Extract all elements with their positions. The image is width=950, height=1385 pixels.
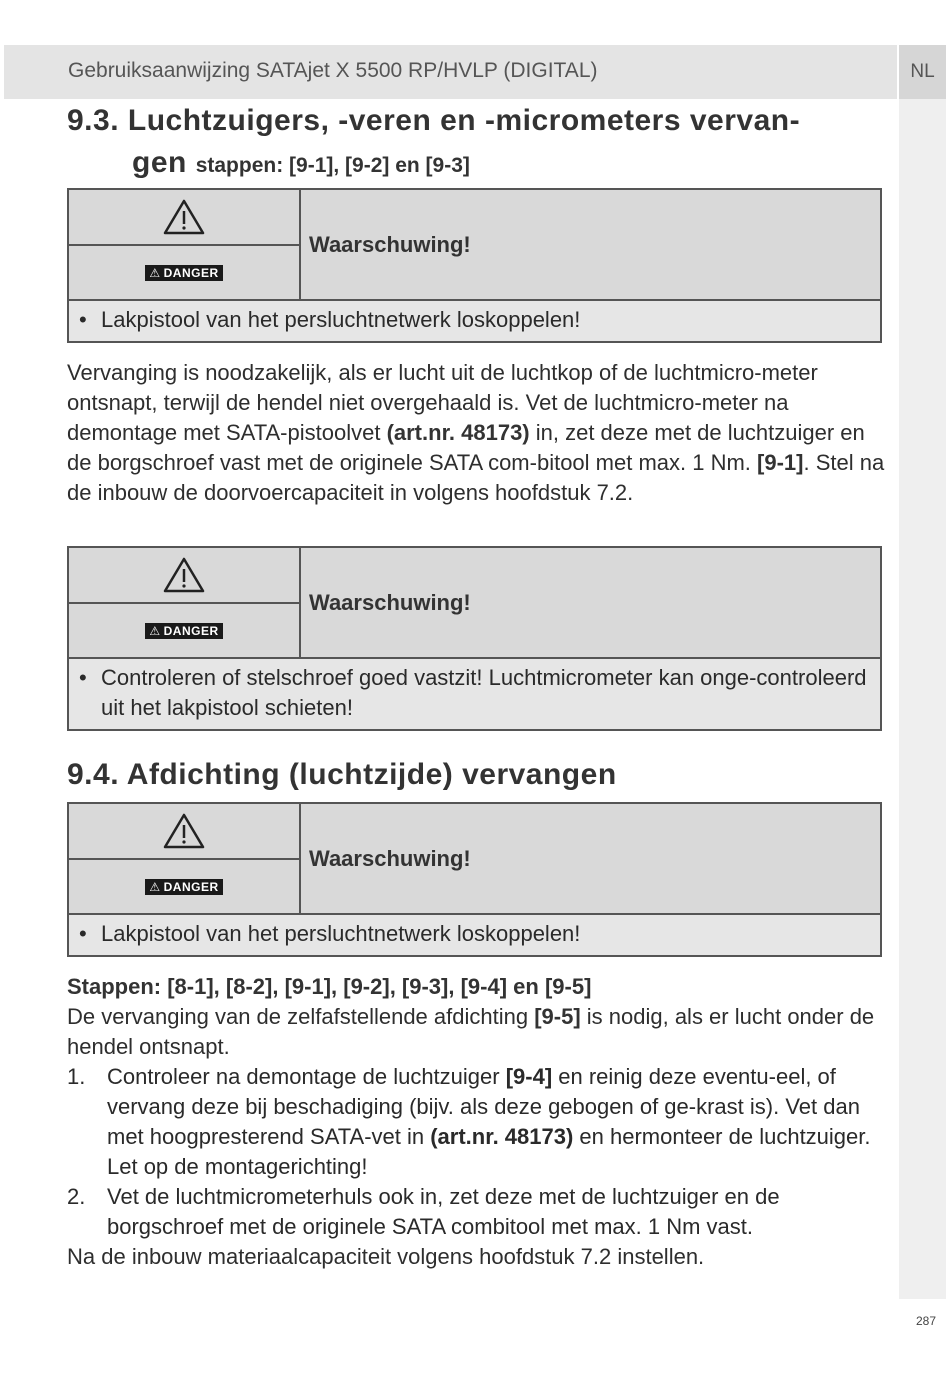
header-title: Gebruiksaanwijzing SATAjet X 5500 RP/HVLP (DIGITAL): [68, 59, 598, 82]
danger-small-icon: ⚠: [149, 265, 161, 280]
danger-small-icon: ⚠: [149, 623, 161, 638]
language-tab: NL: [899, 45, 946, 99]
warning-triangle-icon: [69, 190, 299, 246]
danger-badge: ⚠ DANGER: [145, 265, 222, 281]
warning-title: Waarschuwing!: [309, 589, 471, 615]
final-paragraph: Na de inbouw materiaalcapaciteit volgens hoofdstuk 7.2 instellen.: [67, 1244, 705, 1269]
section-93-steps: stappen: [9-1], [9-2] en [9-3]: [195, 154, 470, 177]
section-94-heading: [67, 758, 617, 792]
list-item: 1. Controleer na demontage de luchtzuiger [9-4] en reinig deze eventu-eel, of vervang deze bij beschadiging (bijv. als deze gebogen of ge-krast is). Vet dan met hoogpresterend SATA-vet in (art.nr. 48173) en hermonteer de luchtzuiger. Let op de montagerichting!: [67, 1064, 871, 1179]
section-94-number: 9.4.: [67, 758, 120, 791]
list-item: 2. Vet de luchtmicrometerhuls ook in, zet deze met de luchtzuiger en de borgschroef met de originele SATA combitool met max. 1 Nm vast.: [67, 1184, 780, 1239]
warning-box-1: ⚠ DANGER Waarschuwing! • Lakpistool van het persluchtnetwerk loskoppelen!: [67, 188, 882, 343]
section-94-steps: Stappen: [8-1], [8-2], [9-1], [9-2], [9-3], [9-4] en [9-5]: [67, 974, 592, 999]
page-number: 287: [916, 1314, 937, 1328]
warning-triangle-icon: [69, 548, 299, 604]
danger-small-icon: ⚠: [149, 879, 161, 894]
warning-title: Waarschuwing!: [309, 845, 471, 871]
page-header: [4, 45, 897, 99]
side-strip: [899, 99, 946, 1299]
section-93-title-line2: gen: [132, 146, 187, 179]
section-94-title: Afdichting (luchtzijde) vervangen: [126, 758, 617, 791]
danger-badge: ⚠ DANGER: [145, 623, 222, 639]
section-93-heading: [67, 104, 800, 138]
section-93-heading-line2: [132, 146, 470, 180]
warning-triangle-icon: [69, 804, 299, 860]
section-94-paragraph: De vervanging van de zelfafstellende afdichting [9-5] is nodig, als er lucht onder de hendel ontsnapt.: [67, 1004, 875, 1059]
section-93-number: 9.3.: [67, 104, 120, 137]
section-93-title-line1: Luchtzuigers, -veren en -micrometers vervan-: [127, 104, 801, 137]
warning-text: Lakpistool van het persluchtnetwerk loskoppelen!: [101, 307, 581, 332]
warning-text: Controleren of stelschroef goed vastzit! Luchtmicrometer kan onge-controleerd uit het lakpistool schieten!: [101, 665, 867, 720]
warning-box-2: ⚠ DANGER Waarschuwing! • Controleren of stelschroef goed vastzit! Luchtmicrometer kan onge-controleerd uit het lakpistool schieten!: [67, 546, 882, 731]
section-93-paragraph: Vervanging is noodzakelijk, als er lucht uit de luchtkop of de luchtmicro-meter ontsnapt, terwijl de hendel niet overgehaald is. Vet de luchtmicro-meter na demontage met SATA-pistoolvet (art.nr. 48173) in, zet deze met de luchtzuiger en de borgschroef vast met de originele SATA com-bitool met max. 1 Nm. [9-1]. Stel na de inbouw de doorvoercapaciteit in volgens hoofdstuk 7.2.: [67, 360, 885, 505]
warning-title: Waarschuwing!: [309, 231, 471, 257]
danger-badge: ⚠ DANGER: [145, 879, 222, 895]
warning-box-3: ⚠ DANGER Waarschuwing! • Lakpistool van het persluchtnetwerk loskoppelen!: [67, 802, 882, 957]
warning-text: Lakpistool van het persluchtnetwerk loskoppelen!: [101, 921, 581, 946]
